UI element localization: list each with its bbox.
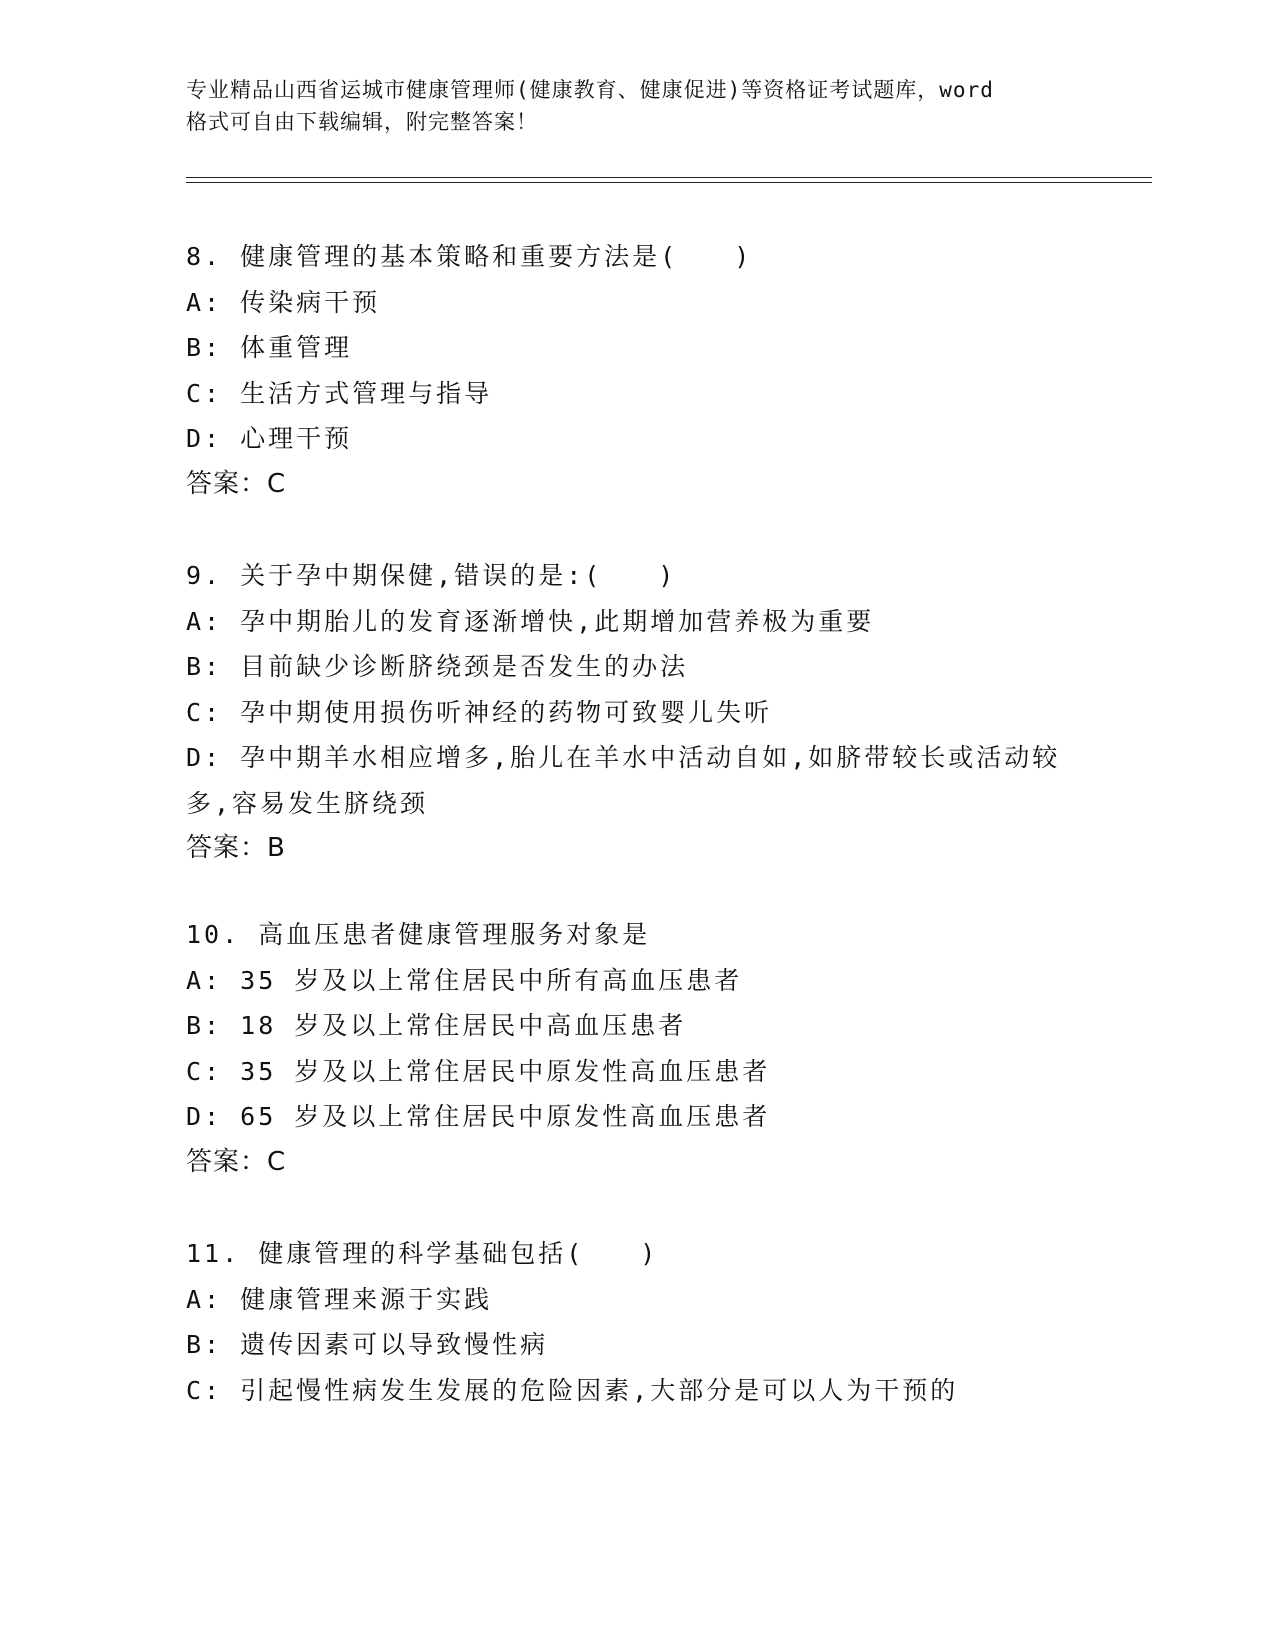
- answer-label: 答案：C: [186, 468, 287, 499]
- question-stem: 9. 关于孕中期保健,错误的是:( ): [186, 561, 677, 590]
- option-d-continued: 多,容易发生脐绕颈: [186, 788, 429, 818]
- option-d: D: 65 岁及以上常住居民中原发性高血压患者: [186, 1102, 771, 1131]
- option-a: A: 健康管理来源于实践: [186, 1284, 493, 1314]
- option-d: D: 孕中期羊水相应增多,胎儿在羊水中活动自如,如脐带较长或活动较: [186, 743, 1061, 772]
- header-line-2: 格式可自由下载编辑，附完整答案！: [186, 110, 538, 134]
- option-b: B: 遗传因素可以导致慢性病: [186, 1330, 549, 1359]
- option-c: C: 35 岁及以上常住居民中原发性高血压患者: [186, 1056, 771, 1086]
- option-b: B: 18 岁及以上常住居民中高血压患者: [186, 1011, 687, 1040]
- question-10: [186, 912, 1086, 1185]
- option-c: C: 孕中期使用损伤听神经的药物可致婴儿失听: [186, 697, 773, 727]
- question-stem: 8. 健康管理的基本策略和重要方法是( ): [186, 242, 753, 271]
- document-header: [186, 74, 1086, 138]
- header-divider-bottom: [186, 182, 1152, 183]
- question-9: [186, 553, 1086, 872]
- header-divider-top: [186, 177, 1152, 178]
- option-a: A: 孕中期胎儿的发育逐渐增快,此期增加营养极为重要: [186, 606, 875, 636]
- option-c: C: 引起慢性病发生发展的危险因素,大部分是可以人为干预的: [186, 1375, 959, 1405]
- question-8: [186, 234, 1086, 507]
- answer-label: 答案：C: [186, 1146, 287, 1177]
- option-d: D: 心理干预: [186, 424, 353, 453]
- question-stem: 11. 健康管理的科学基础包括( ): [186, 1239, 659, 1268]
- option-a: A: 35 岁及以上常住居民中所有高血压患者: [186, 965, 743, 995]
- question-stem: 10. 高血压患者健康管理服务对象是: [186, 920, 651, 949]
- option-c: C: 生活方式管理与指导: [186, 378, 493, 408]
- option-b: B: 目前缺少诊断脐绕颈是否发生的办法: [186, 652, 689, 681]
- option-a: A: 传染病干预: [186, 287, 381, 317]
- header-line-1: 专业精品山西省运城市健康管理师(健康教育、健康促进)等资格证考试题库，word: [186, 78, 994, 102]
- option-b: B: 体重管理: [186, 333, 353, 362]
- answer-label: 答案：B: [186, 833, 286, 863]
- question-11: [186, 1231, 1086, 1413]
